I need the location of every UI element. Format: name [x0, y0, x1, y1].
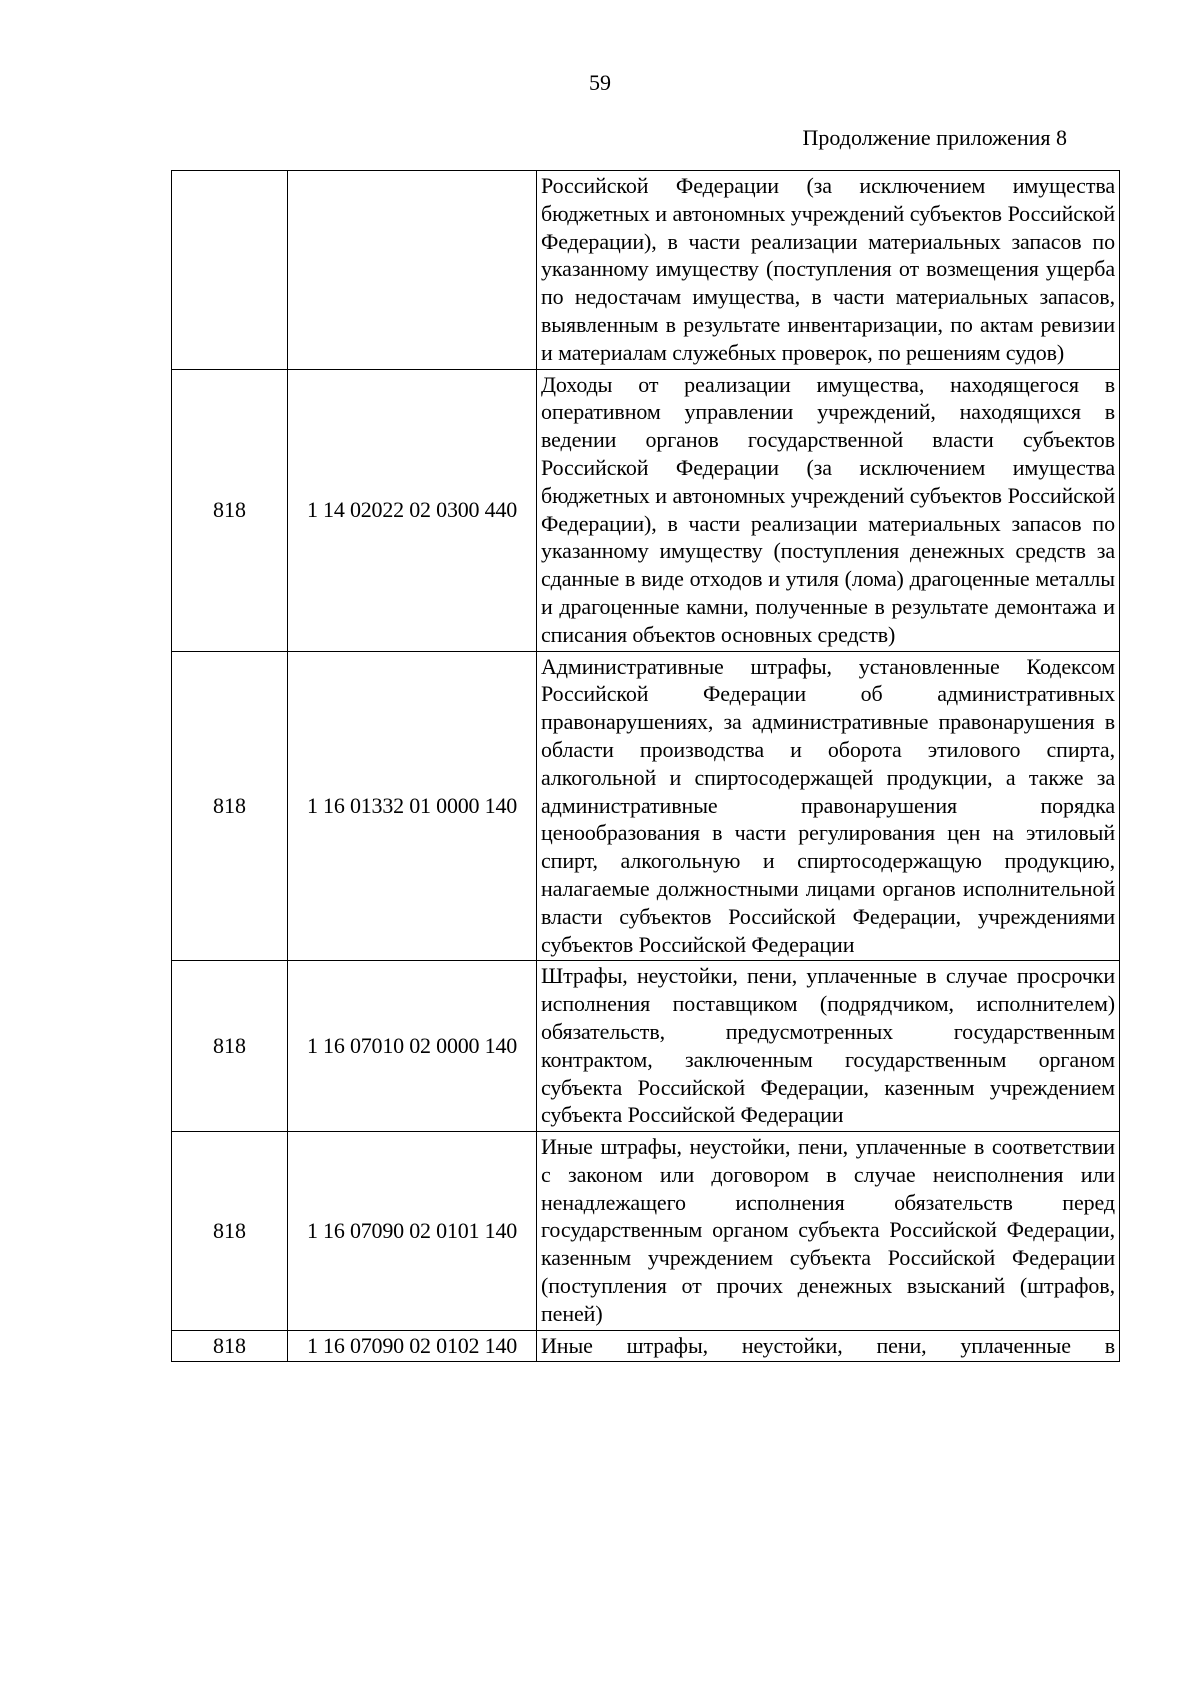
income-name-cell: Иные штрафы, неустойки, пени, уплаченные в — [537, 1330, 1120, 1362]
page-number: 59 — [589, 70, 611, 95]
income-code-cell: 1 16 07010 02 0000 140 — [288, 961, 537, 1132]
income-name-cell: Штрафы, неустойки, пени, уплаченные в случае просрочки исполнения поставщиком (подрядчиком, исполнителем) обязательств, предусмотренных государственным контрактом, заключенным государственным органом субъекта Российской Федерации, казенным учреждением субъекта Российской Федерации — [537, 961, 1120, 1132]
admin-code-cell: 818 — [172, 1330, 288, 1362]
income-codes-table — [171, 170, 1120, 1362]
admin-code-cell: 818 — [172, 651, 288, 961]
income-code-cell: 1 16 01332 01 0000 140 — [288, 651, 537, 961]
income-name-cell: Российской Федерации (за исключением имущества бюджетных и автономных учреждений субъектов Российской Федерации), в части реализации материальных запасов по указанному имуществу (поступления от возмещения ущерба по недостачам имущества, в части материальных запасов, выявленным в результате инвентаризации, по актам ревизии и материалам служебных проверок, по решениям судов) — [537, 171, 1120, 370]
table-row — [172, 1330, 1120, 1362]
table-row — [172, 369, 1120, 651]
admin-code-cell: 818 — [172, 1132, 288, 1331]
appendix-continuation-note: Продолжение приложения 8 — [802, 125, 1067, 150]
income-code-cell — [288, 171, 537, 370]
admin-code-cell: 818 — [172, 369, 288, 651]
income-code-cell: 1 14 02022 02 0300 440 — [288, 369, 537, 651]
admin-code-cell — [172, 171, 288, 370]
table-row — [172, 961, 1120, 1132]
table-row — [172, 1132, 1120, 1331]
table-row — [172, 171, 1120, 370]
income-name-cell: Иные штрафы, неустойки, пени, уплаченные в соответствии с законом или договором в случае неисполнения или ненадлежащего исполнения обязательств перед государственным органом субъекта Российской Федерации, казенным учреждением субъекта Российской Федерации (поступления от прочих денежных взысканий (штрафов, пеней) — [537, 1132, 1120, 1331]
income-name-cell: Доходы от реализации имущества, находящегося в оперативном управлении учреждений, находящихся в ведении органов государственной власти субъектов Российской Федерации (за исключением имущества бюджетных и автономных учреждений субъектов Российской Федерации), в части реализации материальных запасов по указанному имуществу (поступления денежных средств за сданные в виде отходов и утиля (лома) драгоценные металлы и драгоценные камни, полученные в результате демонтажа и списания объектов основных средств) — [537, 369, 1120, 651]
income-code-cell: 1 16 07090 02 0101 140 — [288, 1132, 537, 1331]
income-code-cell: 1 16 07090 02 0102 140 — [288, 1330, 537, 1362]
income-name-cell: Административные штрафы, установленные Кодексом Российской Федерации об административных правонарушениях, за административные правонарушения в области производства и оборота этилового спирта, алкогольной и спиртосодержащей продукции, а также за административные правонарушения порядка ценообразования в части регулирования цен на этиловый спирт, алкогольную и спиртосодержащую продукцию, налагаемые должностными лицами органов исполнительной власти субъектов Российской Федерации, учреждениями субъектов Российской Федерации — [537, 651, 1120, 961]
admin-code-cell: 818 — [172, 961, 288, 1132]
table-row — [172, 651, 1120, 961]
